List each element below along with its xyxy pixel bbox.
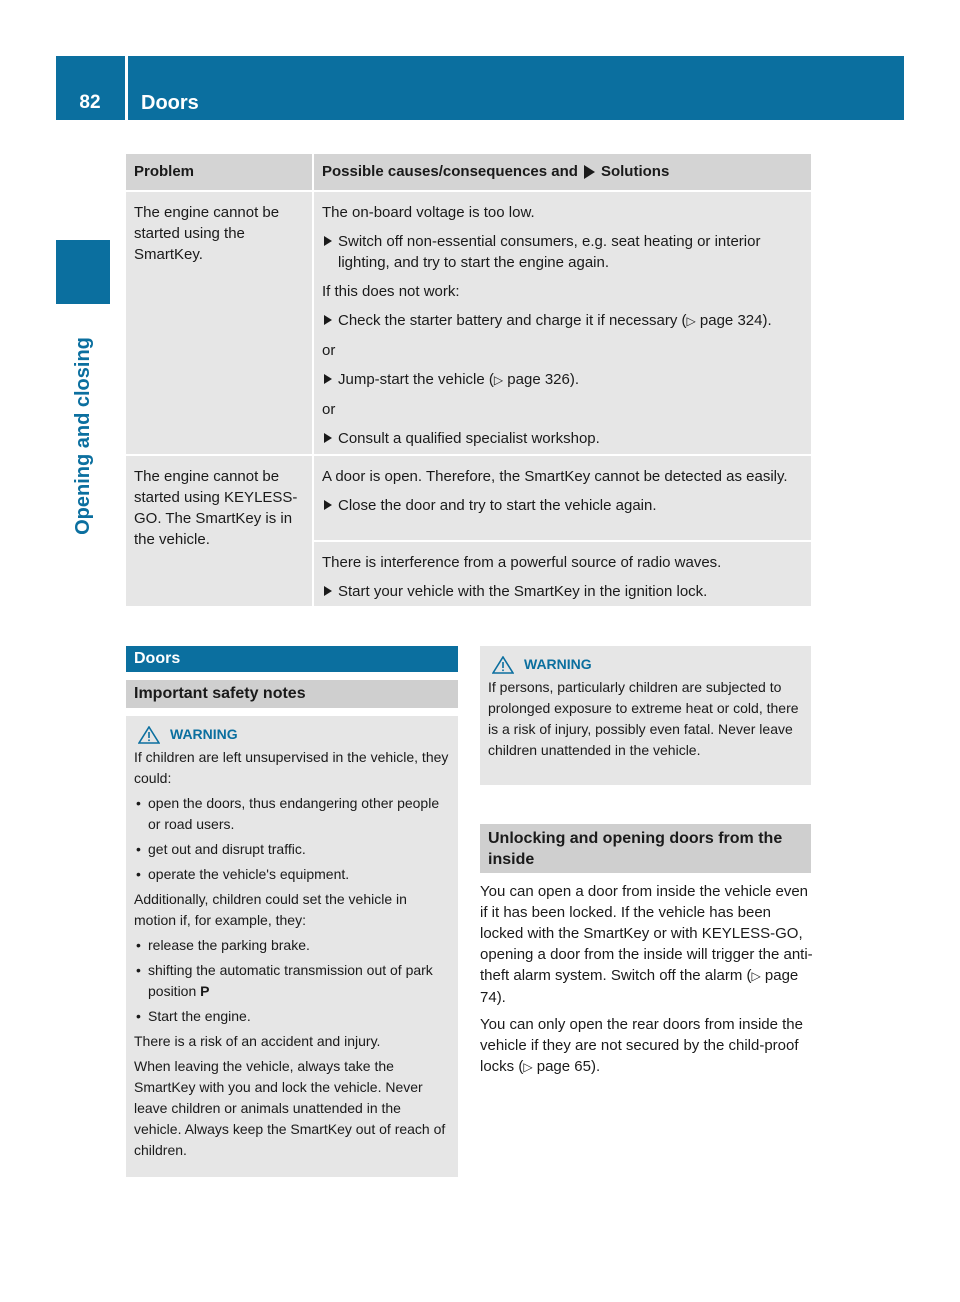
solution-cell: [314, 542, 811, 606]
warning-advice: When leaving the vehicle, always take the SmartKey with you and lock the vehicle. Never leave children or animals unattended in the vehicle. Always keep the SmartKey out of reach of children.: [134, 1058, 446, 1158]
warning-triangle-icon: [492, 656, 514, 674]
cause-text: The on-board voltage is too low.: [322, 204, 535, 221]
table-row: [126, 192, 811, 454]
header-solution-text: Possible causes/consequences and: [322, 163, 578, 180]
step-end: ).: [569, 371, 580, 388]
warning-mid: Additionally, children could set the vehicle in motion if, for example, they:: [134, 891, 407, 928]
body-paragraph: [480, 881, 815, 1008]
warning-text: If persons, particularly children are subjected to prolonged exposure to extreme heat or cold, there is a risk of injury, possibly even fatal. Never leave children unattended in the vehicle.: [488, 679, 799, 758]
or-text: or: [322, 401, 336, 418]
paragraph-text: You can only open the rear doors from inside the vehicle if they are not secured by the child-proof locks (: [480, 1016, 803, 1075]
page-title: Doors: [141, 92, 199, 114]
warning-header: [488, 654, 803, 675]
list-item: • open the doors, thus endangering other people or road users.: [134, 793, 450, 835]
solution-cell: [314, 456, 811, 540]
list-item: • get out and disrupt traffic.: [134, 839, 450, 860]
warning-intro: If children are left unsupervised in the vehicle, they could:: [134, 749, 449, 786]
paragraph-text: You can open a door from inside the vehicle even if it has been locked. If the vehicle has been locked with the SmartKey or with KEYLESS-GO, opening a door from the inside will trigger the anti-theft alarm system. Switch off the alarm (: [480, 883, 813, 984]
note-text: If this does not work:: [322, 283, 460, 300]
park-position-label: P: [200, 983, 210, 999]
problem-cell: The engine cannot be started using KEYLESS-GO. The SmartKey is in the vehicle.: [126, 456, 314, 606]
paragraph-end: ).: [590, 1058, 601, 1075]
warning-label: WARNING: [170, 726, 238, 742]
page-ref-icon: ▷: [686, 314, 696, 328]
page-ref-icon: ▷: [493, 373, 504, 387]
warning-risk: There is a risk of an accident and injury.: [134, 1033, 381, 1049]
page-ref-icon: ▷: [751, 969, 761, 983]
solution-step: [322, 310, 803, 332]
warning-box: [480, 646, 811, 785]
chapter-label: Opening and closing: [72, 337, 94, 535]
body-paragraph: [480, 1014, 815, 1078]
page-ref-link[interactable]: page 324: [699, 312, 763, 329]
problem-cell: The engine cannot be started using the SmartKey.: [126, 192, 314, 454]
step-text: Check the starter battery and charge it if necessary (: [338, 312, 687, 329]
cause-text: There is interference from a powerful source of radio waves.: [322, 554, 722, 571]
page-number: 82: [79, 92, 101, 113]
solution-step: Close the door and try to start the vehicle again.: [322, 495, 803, 516]
cause-text: A door is open. Therefore, the SmartKey cannot be detected as easily.: [322, 468, 788, 485]
warning-box: [126, 716, 458, 1177]
list-item: • release the parking brake.: [134, 935, 450, 956]
header-divider: [125, 56, 128, 120]
header-solution: [314, 154, 811, 190]
step-text: Jump-start the vehicle (: [338, 371, 494, 388]
or-text: or: [322, 342, 336, 359]
solution-step: Start your vehicle with the SmartKey in the ignition lock.: [322, 581, 803, 602]
subsection-heading-safety: Important safety notes: [126, 680, 458, 708]
chapter-tab: [56, 240, 110, 304]
list-item: • Start the engine.: [134, 1006, 450, 1027]
list-item-text: shifting the automatic transmission out of park position: [148, 962, 433, 999]
page-ref-link[interactable]: page 74: [480, 967, 799, 1006]
page-ref-icon: ▷: [523, 1060, 533, 1074]
solution-cell: [314, 192, 811, 454]
section-heading-doors: Doors: [126, 646, 458, 672]
solution-step: Switch off non-essential consumers, e.g. seat heating or interior lighting, and try to start the engine again.: [322, 231, 803, 273]
list-item: [134, 960, 450, 1002]
page-ref-link[interactable]: page 65: [536, 1058, 591, 1075]
solution-arrow-icon: [584, 165, 595, 179]
paragraph-end: ).: [496, 989, 506, 1006]
header-solution-text-b: Solutions: [600, 163, 670, 180]
warning-header: [134, 724, 450, 745]
unlocking-body: [480, 881, 815, 1084]
subsection-heading-unlocking: Unlocking and opening doors from the inside: [480, 824, 811, 873]
table-row: [126, 456, 811, 606]
solution-step: [322, 369, 803, 391]
table-header: [126, 154, 811, 190]
list-item: • operate the vehicle's equipment.: [134, 864, 450, 885]
step-end: ).: [762, 312, 772, 329]
header-problem: Problem: [126, 154, 314, 190]
warning-label: WARNING: [524, 656, 592, 672]
page-ref-link[interactable]: page 326: [507, 371, 570, 388]
troubleshooting-table: [126, 154, 811, 606]
solution-step: Consult a qualified specialist workshop.: [322, 428, 803, 449]
warning-triangle-icon: [138, 726, 160, 744]
